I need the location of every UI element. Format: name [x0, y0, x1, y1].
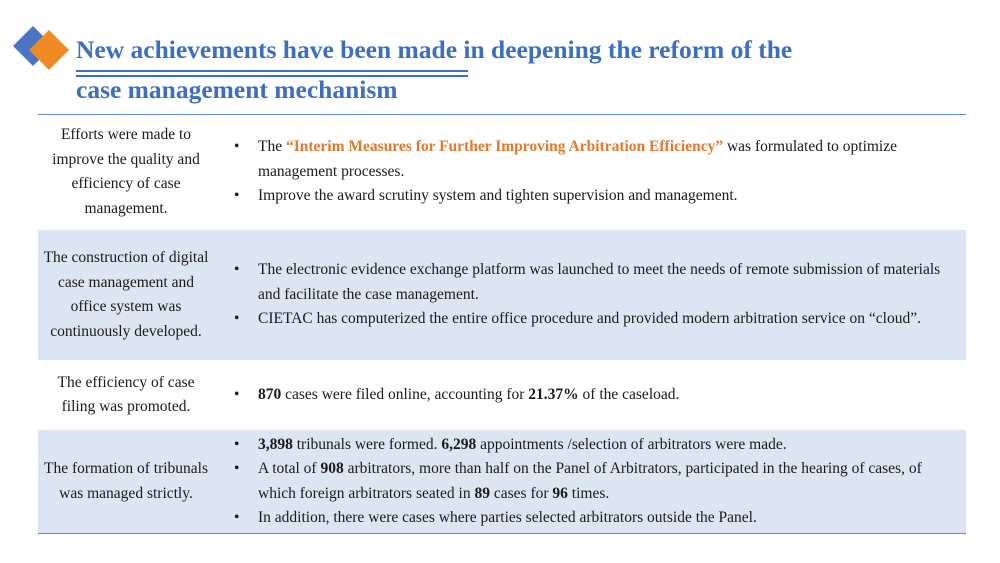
bullet-item — [228, 258, 960, 307]
table-row — [38, 115, 966, 229]
title-line-1: New achievements have been made in deepening the reform of the — [76, 35, 793, 64]
bullet-text: tribunals were formed. — [292, 435, 442, 453]
bold-figure: 870 — [258, 385, 282, 403]
bullet-item — [228, 433, 960, 458]
bullet-text: arbitrators, more than half on the Panel of Arbitrators, participated in the hearing of cases, of which foreign arbitrators seated in — [258, 460, 922, 502]
table-row — [38, 430, 966, 533]
bullet-list — [228, 135, 960, 209]
bullet-text: The — [258, 138, 286, 156]
bold-figure: 21.37% — [528, 385, 579, 403]
bullet-list — [228, 258, 960, 332]
row-details — [214, 135, 966, 209]
measures-table — [38, 114, 966, 534]
row-details — [214, 258, 966, 332]
bullet-text: was formulated to optimize management processes. — [258, 138, 897, 180]
bullet-text: cases were filed online, accounting for — [281, 385, 529, 403]
bullet-item — [228, 457, 960, 506]
row-label: The efficiency of case filing was promoted. — [57, 373, 195, 415]
highlighted-text: “Interim Measures for Further Improving Arbitration Efficiency” — [285, 138, 724, 156]
bullet-text: appointments /selection of arbitrators were made. — [476, 435, 787, 453]
bullet-item — [228, 307, 960, 332]
row-label: Efforts were made to improve the quality and efficiency of case management. — [52, 126, 200, 217]
bullet-text: times. — [567, 484, 610, 502]
diamond-logo-icon — [11, 22, 73, 74]
table-row — [38, 229, 966, 360]
bullet-item — [228, 506, 960, 531]
bullet-item — [228, 135, 960, 184]
bullet-text: The electronic evidence exchange platform was launched to meet the needs of remote submission of materials and facilitate the case management. — [258, 261, 941, 303]
row-details — [214, 383, 966, 408]
row-details — [214, 433, 966, 531]
bullet-text: CIETAC has computerized the entire office procedure and provided modern arbitration service on “cloud”. — [258, 310, 921, 328]
row-label: The construction of digital case management and office system was continuously developed. — [43, 249, 209, 340]
bullet-text: cases for — [490, 484, 553, 502]
bullet-text: of the caseload. — [578, 385, 680, 403]
bullet-text: Improve the award scrutiny system and tighten supervision and management. — [258, 187, 738, 205]
bullet-item — [228, 383, 960, 408]
bullet-item — [228, 184, 960, 209]
bold-figure: 89 — [474, 484, 490, 502]
bold-figure: 908 — [320, 460, 344, 477]
table-row — [38, 360, 966, 430]
bold-figure: 6,298 — [441, 435, 477, 453]
bold-figure: 3,898 — [258, 435, 293, 453]
bold-figure: 96 — [552, 484, 568, 502]
title-line-2: case management mechanism — [76, 75, 398, 104]
bullet-list — [228, 383, 960, 408]
title-underline — [76, 70, 468, 77]
bullet-text: In addition, there were cases where parties selected arbitrators outside the Panel. — [258, 509, 757, 526]
bullet-text: A total of — [258, 460, 321, 477]
row-label: The formation of tribunals was managed strictly. — [44, 460, 208, 502]
bullet-list — [228, 433, 960, 531]
